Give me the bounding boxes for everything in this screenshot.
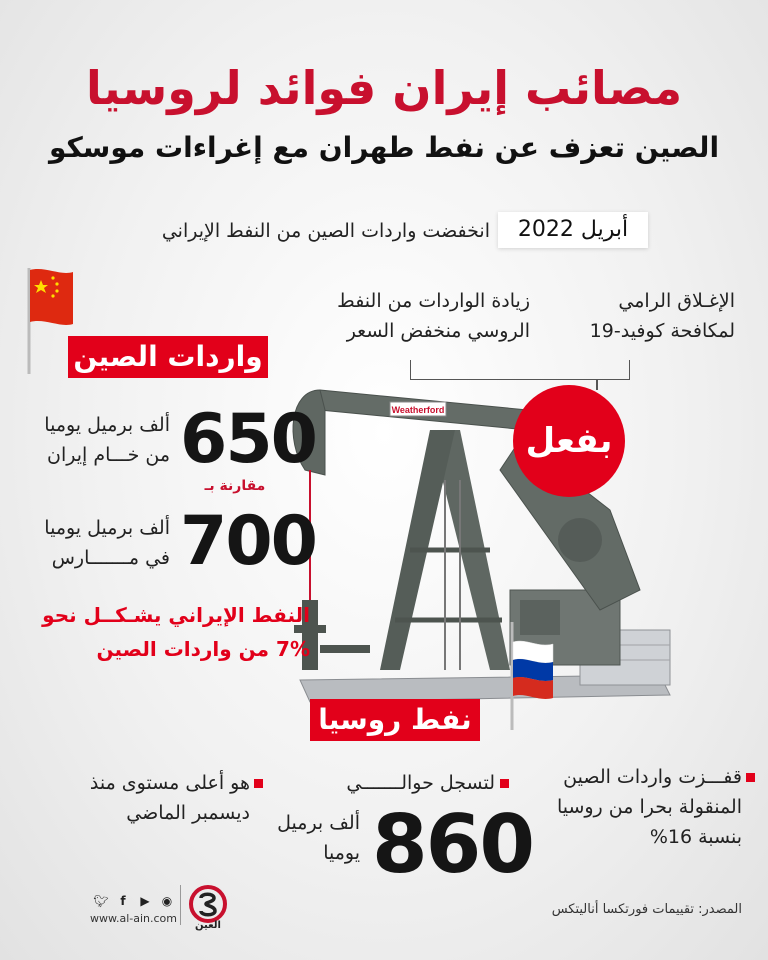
russia-oil-banner: نفط روسيا	[310, 699, 480, 741]
iran-share-note	[20, 598, 310, 666]
russia-point-2	[270, 768, 495, 798]
footer-divider	[180, 885, 181, 925]
russia-point-1-line2: المنقولة بحرا من روسيا	[556, 796, 742, 818]
oil-pumpjack-illustration	[280, 350, 680, 710]
russia-point-1-line3: بنسبة 16%	[649, 826, 742, 848]
iran-crude-label-line1: ألف برميل يوميا	[44, 414, 170, 436]
reason-russian-oil-line2: الروسي منخفض السعر	[346, 320, 530, 342]
russia-flag-icon	[498, 618, 558, 733]
iran-share-line2: 7% من واردات الصين	[96, 637, 310, 661]
russia-point-2-line1: لتسجل حوالـــــــي	[346, 772, 495, 794]
march-label-line2: في مـــــــارس	[51, 547, 170, 569]
reason-russian-oil	[300, 286, 530, 346]
russia-point-3-line2: ديسمبر الماضي	[126, 802, 250, 824]
timeline-statement: انخفضت واردات الصين من النفط الإيراني	[161, 220, 490, 242]
page-title: مصائب إيران فوائد لروسيا	[85, 61, 683, 115]
page-subtitle: الصين تعزف عن نفط طهران مع إغراءات موسكو	[48, 131, 720, 164]
twitter-icon[interactable]: 🐦︎	[93, 894, 109, 908]
reason-covid	[555, 286, 735, 346]
reason-covid-line2: لمكافحة كوفيد-19	[589, 320, 735, 342]
because-of-badge: بفعل	[513, 385, 625, 497]
iran-crude-label	[20, 410, 170, 470]
china-imports-banner: واردات الصين	[68, 336, 268, 378]
iran-crude-label-line2: من خـــام إيران	[47, 444, 170, 466]
russia-daily-label-line2: يوميا	[323, 842, 360, 864]
facebook-icon[interactable]: f	[120, 894, 126, 908]
bullet-icon	[254, 779, 263, 788]
bullet-icon	[746, 773, 755, 782]
bullet-icon	[500, 779, 509, 788]
china-flag-icon	[15, 262, 75, 377]
date-badge: أبريل 2022	[498, 212, 648, 248]
reason-russian-oil-line1: زيادة الواردات من النفط	[337, 290, 530, 312]
website-link[interactable]: www.al-ain.com	[90, 912, 178, 925]
source-note: المصدر: تقييمات فورتكسا أناليتكس	[551, 902, 742, 917]
instagram-icon[interactable]: ◉	[161, 894, 173, 908]
march-label-line1: ألف برميل يوميا	[44, 517, 170, 539]
iran-crude-value: 650	[180, 400, 316, 479]
brand-name: العين	[195, 920, 221, 931]
reason-covid-line1: الإغـلاق الرامي	[618, 290, 735, 312]
iran-share-line1: النفط الإيراني يشـكــل نحو	[42, 603, 310, 627]
svg-text:Weatherford: Weatherford	[391, 405, 445, 415]
russia-point-1	[522, 762, 742, 852]
compare-label: مقارنة بـ	[204, 478, 266, 494]
russia-daily-label-line1: ألف برميل	[277, 812, 360, 834]
russia-point-1-line1: قفـــزت واردات الصين	[563, 766, 742, 788]
march-label	[20, 513, 170, 573]
social-links	[92, 892, 182, 910]
russia-daily-label	[250, 808, 360, 868]
march-value: 700	[180, 502, 316, 581]
russia-daily-value: 860	[372, 798, 533, 891]
russia-point-3-line1: هو أعلى مستوى منذ	[89, 772, 250, 794]
russia-point-3	[20, 768, 250, 828]
youtube-icon[interactable]: ▶	[140, 894, 150, 908]
